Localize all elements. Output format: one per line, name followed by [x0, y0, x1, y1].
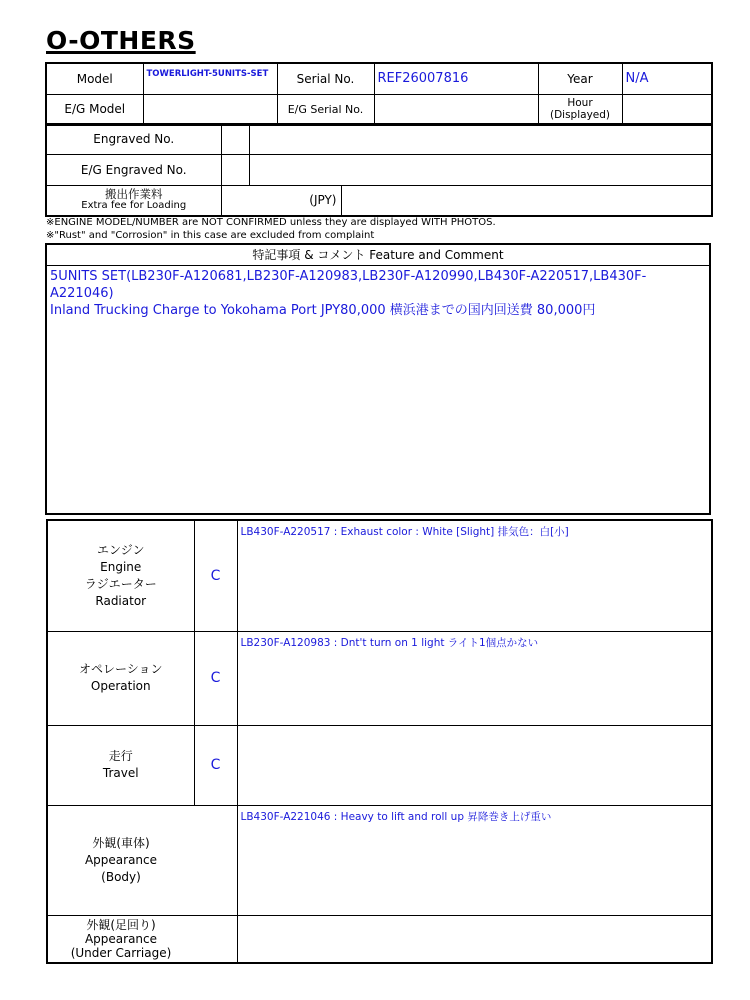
condition-row-engine — [47, 520, 712, 631]
year-value: N/A — [622, 63, 712, 94]
feature-heading: 特記事項 & コメント Feature and Comment — [47, 245, 709, 266]
condition-label — [47, 631, 194, 725]
condition-comment: LB230F-A120983 : Dnt't turn on 1 light ライト1個点かない — [237, 631, 712, 725]
extra-fee-unit: (JPY) — [221, 185, 341, 216]
eg-model-label: E/G Model — [46, 94, 143, 125]
condition-row-appearance-undercarriage — [47, 915, 712, 963]
condition-grade: C — [194, 631, 237, 725]
label-line: Appearance — [84, 931, 158, 946]
hour-label-line1: Hour — [567, 97, 593, 110]
page-title: O-OTHERS — [46, 26, 196, 55]
eg-model-value — [143, 94, 277, 125]
hour-value — [622, 94, 712, 125]
feature-comment-box — [45, 243, 711, 515]
eg-engraved-label: E/G Engraved No. — [46, 154, 221, 185]
label-line: 走行 — [108, 749, 133, 763]
eg-engraved-box — [221, 154, 249, 185]
condition-comment: LB430F-A221046 : Heavy to lift and roll up 昇降巻き上げ重い — [237, 805, 712, 915]
label-line: (Body) — [101, 869, 141, 884]
hour-label — [538, 94, 622, 125]
condition-label — [47, 805, 194, 915]
feature-line: A221046) — [50, 286, 114, 301]
condition-row-travel — [47, 725, 712, 805]
label-line: 外観(足回り) — [86, 917, 156, 932]
condition-label — [47, 725, 194, 805]
label-line: ラジエーター — [84, 576, 157, 591]
label-line: Engine — [100, 559, 142, 574]
year-label: Year — [538, 63, 622, 94]
label-line: Appearance — [84, 852, 158, 867]
condition-table — [46, 519, 713, 964]
engraved-value — [249, 124, 712, 154]
condition-comment: LB430F-A220517 : Exhaust color : White [Slight] 排気色：白[小] — [237, 520, 712, 631]
condition-grade — [194, 915, 237, 963]
extra-fee-label-jp: 搬出作業料 — [105, 187, 163, 202]
eg-serial-value — [374, 94, 538, 125]
label-line: Operation — [90, 679, 151, 693]
extra-fee-label-en: Extra fee for Loading — [81, 200, 187, 212]
label-line: オペレーション — [78, 662, 163, 676]
condition-grade — [194, 805, 237, 915]
model-label: Model — [46, 63, 143, 94]
feature-body — [47, 266, 709, 321]
model-value: TOWERLIGHT-5UNITS-SET — [143, 63, 277, 94]
condition-comment — [237, 915, 712, 963]
label-line: 外観(車体) — [92, 835, 150, 850]
condition-comment — [237, 725, 712, 805]
engraved-label: Engraved No. — [46, 124, 221, 154]
engraved-table — [45, 123, 713, 217]
label-line: エンジン — [97, 542, 145, 557]
label-line: Travel — [102, 766, 139, 780]
label-line: Radiator — [95, 593, 147, 608]
info-table — [45, 62, 713, 126]
note-rust: ※"Rust" and "Corrosion" in this case are excluded from complaint — [46, 230, 375, 241]
serial-label: Serial No. — [277, 63, 374, 94]
engraved-box — [221, 124, 249, 154]
extra-fee-label — [46, 185, 221, 216]
feature-line: Inland Trucking Charge to Yokohama Port JPY80,000 横浜港までの国内回送費 80,000円 — [50, 303, 596, 318]
eg-engraved-value — [249, 154, 712, 185]
condition-label — [47, 520, 194, 631]
condition-grade: C — [194, 520, 237, 631]
note-engine: ※ENGINE MODEL/NUMBER are NOT CONFIRMED unless they are displayed WITH PHOTOS. — [46, 217, 496, 228]
condition-row-appearance-body — [47, 805, 712, 915]
condition-row-operation — [47, 631, 712, 725]
condition-grade: C — [194, 725, 237, 805]
eg-serial-label: E/G Serial No. — [277, 94, 374, 125]
serial-value: REF26007816 — [374, 63, 538, 94]
condition-label — [47, 915, 194, 963]
hour-label-line2: (Displayed) — [549, 109, 611, 122]
extra-fee-value — [341, 185, 712, 216]
label-line: (Under Carriage) — [70, 945, 172, 960]
feature-line: 5UNITS SET(LB230F-A120681,LB230F-A120983,LB230F-A120990,LB430F-A220517,LB430F- — [50, 269, 647, 284]
